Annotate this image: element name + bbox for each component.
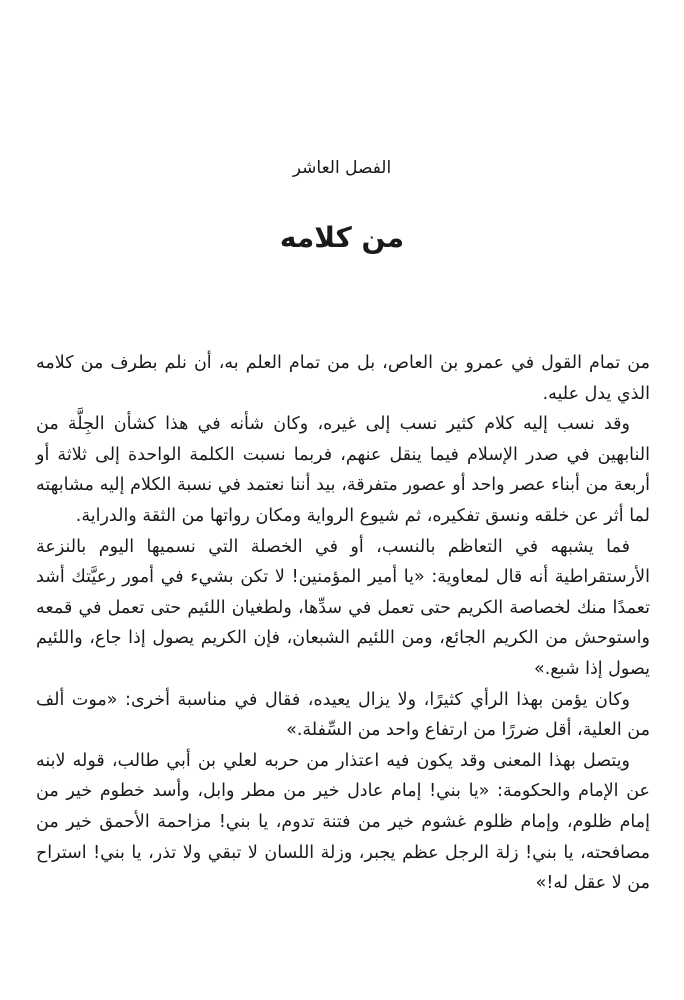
paragraph-5: ويتصل بهذا المعنى وقد يكون فيه اعتذار من حربه لعلي بن أبي طالب، قوله لابنه عن الإمام والحكومة: «يا بني! إمام عادل خير من مطر وابل، وأسد خطوم خير من إمام ظلوم، وإمام ظلوم غشوم خير من فتنة تدوم، يا بني! مزاحمة الأحمق خير من مصافحته، يا بني! زلة الرجل عظم يجبر، وزلة اللسان لا تبقي ولا تذر، يا بني! استراح من لا عقل له!»: [36, 750, 650, 894]
paragraph-4: وكان يؤمن بهذا الرأي كثيرًا، ولا يزال يعيده، فقال في مناسبة أخرى: «موت ألف من العلية، أقل ضررًا من ارتفاع واحد من السِّفلة.»: [36, 689, 650, 741]
body-text: [36, 348, 650, 899]
paragraph-1: من تمام القول في عمرو بن العاص، بل من تمام العلم به، أن نلم بطرف من كلامه الذي يدل عليه.: [36, 353, 650, 404]
paragraph-3: فما يشبهه في التعاظم بالنسب، أو في الخصلة التي نسميها اليوم بالنزعة الأرستقراطية أنه قال لمعاوية: «يا أمير المؤمنين! لا تكن بشيء في أمور رعيَّتك أشد تعمدًا منك لخصاصة الكريم حتى تعمل في سدِّها، ولطغيان اللئيم حتى تعمل في قمعه واستوحش من الكريم الجائع، ومن اللئيم الشبعان، فإن الكريم يصول إذا جاع، واللئيم يصول إذا شبع.»: [36, 536, 650, 679]
paragraph-2: وقد نسب إليه كلام كثير نسب إلى غيره، وكان شأنه في هذا كشأن الجِلَّة من النابهين في صدر الإسلام فيما ينقل عنهم، فربما نسبت الكلمة الواحدة إلى ثلاثة أو أربعة من أبناء عصر واحد أو عصور متفرقة، بيد أننا نعتمد في نسبة الكلام إليه مشابهته لما أثر عن خلقه ونسق تفكيره، ثم شيوع الرواية ومكان رواتها من الثقة والدراية.: [36, 414, 650, 526]
chapter-label: الفصل العاشر: [292, 158, 392, 178]
chapter-title: من كلامه: [279, 221, 405, 254]
